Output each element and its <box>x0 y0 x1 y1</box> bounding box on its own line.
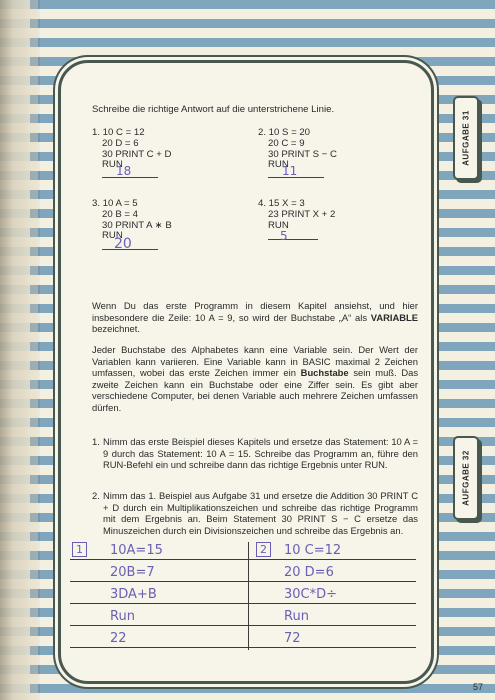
task-2 <box>92 490 418 536</box>
left-column-number: 1 <box>72 542 87 557</box>
tab-aufgabe-31 <box>453 96 479 180</box>
tab-aufgabe-32-label: AUFGABE 32 <box>461 450 471 506</box>
exercise-1-line-2: 20 D = 6 <box>102 137 139 149</box>
variable-rules-end: sein muß. Das zweite Zeichen kann ein Buchstabe oder eine Ziffer sein. Es gibt aber verschiedene Computer, bei denen Variable auch mehrere Zeichen umfassen dürfen. <box>92 367 419 413</box>
exercise-2-line-3: 30 PRINT S − C <box>268 148 337 160</box>
exercise-2-line-4: RUN <box>268 159 289 171</box>
exercise-3-line-3: 30 PRINT A ∗ B <box>102 219 172 231</box>
tab-aufgabe-31-label: AUFGABE 31 <box>461 110 471 166</box>
exercise-4-line-2: 23 PRINT X + 2 <box>268 208 336 220</box>
page-number: 57 <box>472 682 483 692</box>
grid-line <box>70 559 416 560</box>
exercise-1-line-4: RUN <box>102 159 123 171</box>
task-2-number: 2. <box>92 490 100 501</box>
right-handwritten-line: 20 D=6 <box>284 565 334 580</box>
task-1 <box>92 436 418 471</box>
left-handwritten-line: 3DA+B <box>110 587 157 602</box>
right-handwritten-line: Run <box>284 609 309 624</box>
exercise-3-line-2: 20 B = 4 <box>102 208 139 220</box>
right-handwritten-line: 72 <box>284 631 301 646</box>
exercise-2-answer: 11 <box>282 164 298 178</box>
variable-paragraph-text: Wenn Du das erste Programm in diesem Kapitel ansiehst, und hier insbesondere die Zeile: 10 A = 9, so wird der Buchstabe „A“ als <box>92 300 418 323</box>
grid-line <box>70 581 416 582</box>
task-1-text: Nimm das erste Beispiel dieses Kapitels und ersetze das Statement: 10 A = 9 durch das Statement: 10 A = 15. Schreibe das Programm an, führe den RUN-Befehl ein und schreibe dann das richtige Ergebnis unter RUN. <box>103 436 418 471</box>
right-handwritten-line: 10 C=12 <box>284 543 342 558</box>
exercise-3 <box>92 199 172 242</box>
variable-rules-text: Jeder Buchstabe des Alphabetes kann eine Variable sein. Der Wert der Variablen kann variieren. Eine Variable kann in BASIC maximal 2 Zeichen umfassen, wobei das erste Zeichen immer ein <box>92 344 418 379</box>
right-handwritten-line: 30C*D÷ <box>284 587 338 602</box>
exercise-3-line-1: 3. 10 A = 5 <box>92 198 138 209</box>
variable-paragraph <box>92 300 418 335</box>
handwritten-answer-grid <box>70 542 416 650</box>
task-2-text: Nimm das 1. Beispiel aus Aufgabe 31 und ersetze die Addition 30 PRINT C + D durch ein Multiplikationszeichen und schreibe das richtige Programm mit dem Ergebnis an. Beim Statement 30 PRINT S − C ersetze das Minuszeichen durch ein Divisionszeichen und schreibe das Ergebnis an. <box>103 490 418 536</box>
tab-aufgabe-32 <box>453 436 479 520</box>
book-spine-edge <box>30 0 40 700</box>
exercise-1-line-3: 30 PRINT C + D <box>102 148 172 160</box>
grid-line <box>70 625 416 626</box>
exercise-3-line-4: RUN <box>102 230 123 242</box>
grid-divider <box>248 542 249 650</box>
variable-paragraph-end: bezeichnet. <box>92 323 140 335</box>
exercise-3-answer: 20 <box>114 236 132 252</box>
exercise-2-line-2: 20 C = 9 <box>268 137 305 149</box>
left-handwritten-line: 20B=7 <box>110 565 155 580</box>
right-column-number: 2 <box>256 542 271 557</box>
exercise-1-line-1: 1. 10 C = 12 <box>92 127 145 138</box>
exercise-2-line-1: 2. 10 S = 20 <box>258 127 311 138</box>
exercise-4-answer-line <box>268 239 318 240</box>
left-handwritten-line: 22 <box>110 631 127 646</box>
exercise-1-answer: 18 <box>116 164 132 178</box>
variable-rules-paragraph <box>92 344 418 414</box>
grid-line <box>70 603 416 604</box>
exercise-4-line-3: RUN <box>268 219 289 231</box>
exercise-4-line-1: 4. 15 X = 3 <box>258 198 305 209</box>
exercise-4-answer: 5 <box>280 229 288 243</box>
instruction-text: Schreibe die richtige Antwort auf die unterstrichene Linie. <box>92 104 335 115</box>
buchstabe-term: Buchstabe <box>300 367 349 379</box>
grid-line <box>70 647 416 648</box>
task-1-number: 1. <box>92 436 100 447</box>
variable-term: VARIABLE <box>370 311 418 323</box>
exercise-1 <box>92 128 171 171</box>
left-handwritten-line: Run <box>110 609 135 624</box>
exercise-2 <box>258 128 337 171</box>
left-handwritten-line: 10A=15 <box>110 543 163 558</box>
exercise-4 <box>258 199 335 231</box>
